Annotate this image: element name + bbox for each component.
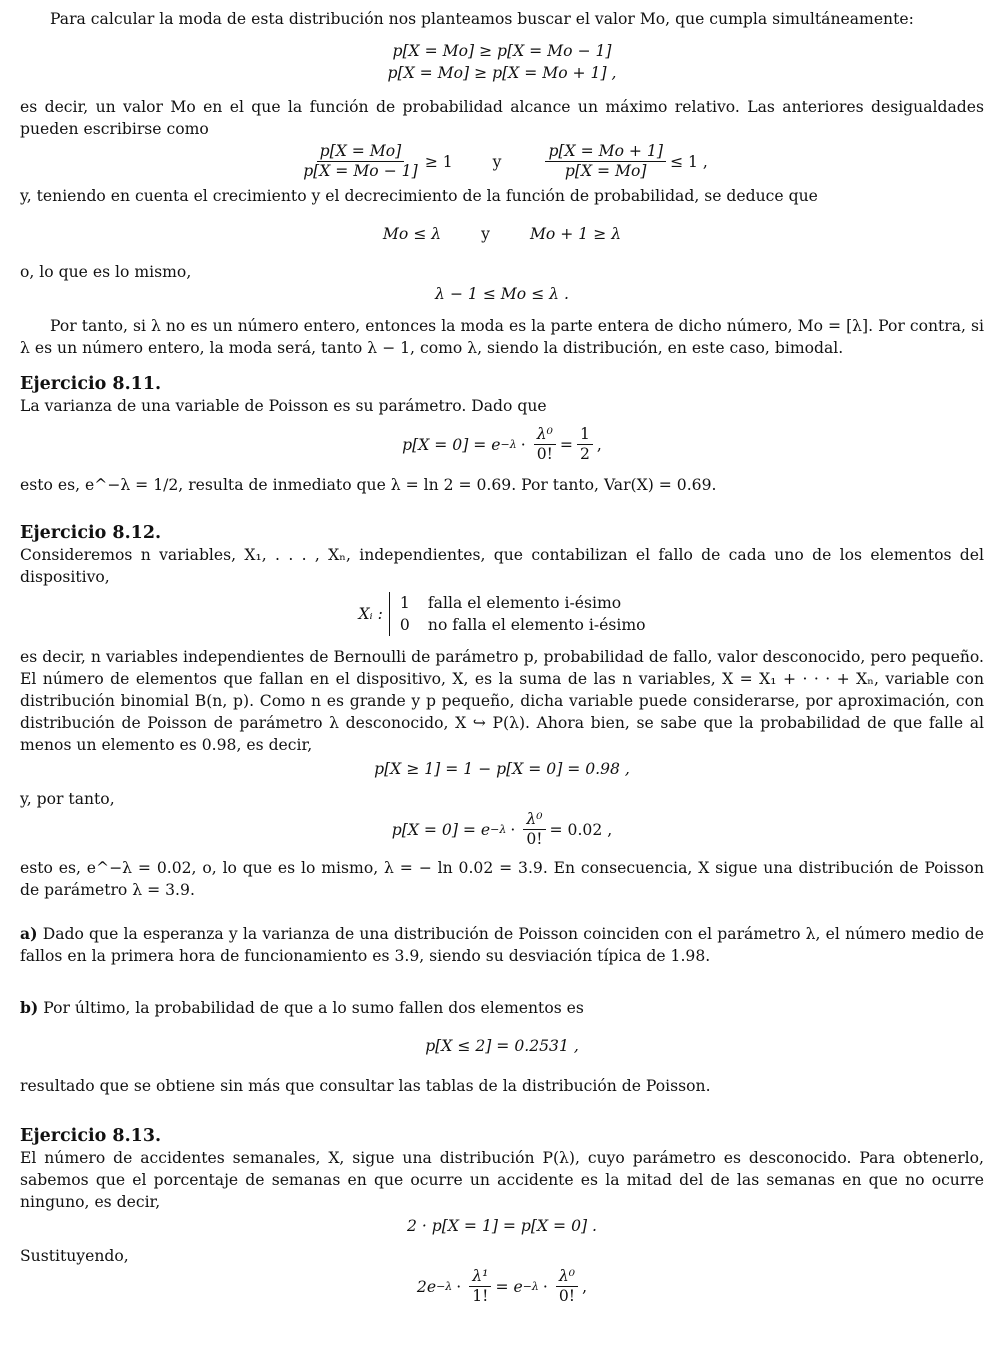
equation-line: p[X = Mo] ≥ p[X = Mo + 1] , xyxy=(387,64,617,82)
equation-p-x-ge-1: p[X ≥ 1] = 1 − p[X = 0] = 0.98 , xyxy=(374,760,630,778)
equation-ratios: $\frac{p[X = Mo]}{p[X = Mo - 1]}$ ≥ 1 y $\frac{p[X = Mo + 1]}{p[X = Mo]}$ ≤ 1 , xyxy=(20,142,984,181)
equation-p-x-0-half: p[X = 0] = e −λ · $\frac{\text{λ⁰}}{0!}$ = $\frac{1}{2}$ , xyxy=(402,425,602,463)
page xyxy=(20,8,984,1306)
exercise-heading-8-13: Ejercicio 8.13. xyxy=(20,1126,162,1146)
paragraph-crecimiento: y, teniendo en cuenta el crecimiento y el decrecimiento de la función de probabilidad, se deduce que xyxy=(20,187,818,205)
equation-p-x-le-2: p[X ≤ 2] = 0.2531 , xyxy=(425,1037,579,1055)
fraction: $\frac{\text{λ¹}}{1!}$ xyxy=(469,1267,491,1306)
cases-brace: 1 falla el elemento i-ésimo 0 no falla el elemento i-ésimo xyxy=(389,592,646,636)
paragraph-part-b: b) Por último, la probabilidad de que a lo sumo fallen dos elementos es xyxy=(20,998,584,1017)
exercise-heading-8-11: Ejercicio 8.11. xyxy=(20,374,162,394)
paragraph-part-a: a) Dado que la esperanza y la varianza de una distribución de Poisson coinciden con el parámetro λ, el número medio de fallos en la primera hora de funcionamiento es 3.9, siendo su desviación típica de 1.98. xyxy=(20,924,984,965)
exercise-heading-8-12: Ejercicio 8.12. xyxy=(20,523,162,543)
paragraph-por-tanto: y, por tanto, xyxy=(20,790,115,808)
equation-mode-bounds: Mo ≤ λ y Mo + 1 ≥ λ xyxy=(382,225,622,243)
fraction: $\frac{\text{λ⁰}}{0!}$ xyxy=(556,1267,578,1306)
equation-substitution: 2e −λ · $\frac{\text{λ¹}}{1!}$ = e −λ · $\frac{\text{λ⁰}}{0!}$ , xyxy=(416,1267,588,1305)
equation-p-x-0-002: p[X = 0] = e −λ · $\frac{\text{λ⁰}}{0!}$ = 0.02 , xyxy=(391,810,613,848)
paragraph-moda-intro: Para calcular la moda de esta distribución nos planteamos buscar el valor Mo, que cumpla simultáneamente: xyxy=(50,10,914,28)
paragraph-tablas: resultado que se obtiene sin más que consultar las tablas de la distribución de Poisson. xyxy=(20,1077,711,1095)
fraction: $\frac{1}{2}$ xyxy=(577,425,593,464)
equation-mode-interval: λ − 1 ≤ Mo ≤ λ . xyxy=(435,285,569,303)
paragraph-binomial-poisson: es decir, n variables independientes de Bernoulli de parámetro p, probabilidad de fallo, valor desconocido, pero pequeño. El número de elementos que fallan en el dispositivo, X, es la suma de las n variables, X = X₁ + · · · + Xₙ, variable con distribución binomial B(n, p). Como n es grande y p pequeño, dicha variable puede considerarse, por aproximación, con distribución de Poisson de parámetro λ desconocido, X ↪ P(λ). Ahora bien, se sabe que la probabilidad de que falle al menos un elemento es 0.98, es decir, xyxy=(20,648,984,754)
paragraph-varianza: La varianza de una variable de Poisson es su parámetro. Dado que xyxy=(20,397,547,415)
fraction: $\frac{\text{λ⁰}}{0!}$ xyxy=(523,810,545,849)
equation-mode-conditions xyxy=(20,40,984,84)
paragraph-sustituyendo: Sustituyendo, xyxy=(20,1247,129,1265)
paragraph-max-relativo: es decir, un valor Mo en el que la función de probabilidad alcance un máximo relativo. Las anteriores desigualdades pueden escribirse como xyxy=(20,98,984,138)
paragraph-accidentes: El número de accidentes semanales, X, sigue una distribución P(λ), cuyo parámetro es desconocido. Para obtenerlo, sabemos que el porcentaje de semanas en que ocurre un accidente es la mitad del de las semanas en que no ocurre ninguno, es decir, xyxy=(20,1149,984,1211)
fraction: $\frac{p[X = Mo]}{p[X = Mo - 1]}$ xyxy=(303,142,418,180)
paragraph-lo-mismo: o, lo que es lo mismo, xyxy=(20,263,192,281)
fraction: $\frac{p[X = Mo + 1]}{p[X = Mo]}$ xyxy=(545,142,666,181)
paragraph-lambda-39: esto es, e^−λ = 0.02, o, lo que es lo mismo, λ = − ln 0.02 = 3.9. En consecuencia, X sigue una distribución de Poisson de parámetro λ = 3.9. xyxy=(20,859,984,899)
equation-2p1-p0: 2 · p[X = 1] = p[X = 0] . xyxy=(407,1217,597,1235)
fraction: $\frac{\text{λ⁰}}{0!}$ xyxy=(534,425,556,464)
equation-bernoulli-cases: Xᵢ : 1 falla el elemento i-ésimo 0 no falla el elemento i-ésimo xyxy=(358,594,646,634)
paragraph-lambda-ln2: esto es, e^−λ = 1/2, resulta de inmediato que λ = ln 2 = 0.69. Por tanto, Var(X) = 0.69. xyxy=(20,476,717,494)
equation-line: p[X = Mo] ≥ p[X = Mo − 1] xyxy=(392,42,612,60)
paragraph-moda-conclusion: Por tanto, si λ no es un número entero, entonces la moda es la parte entera de dicho número, Mo = [λ]. Por contra, si λ es un número entero, la moda será, tanto λ − 1, como λ, siendo la distribución, en este caso, bimodal. xyxy=(20,317,984,357)
paragraph-variables: Consideremos n variables, X₁, . . . , Xₙ, independientes, que contabilizan el fallo de cada uno de los elementos del dispositivo, xyxy=(20,546,984,586)
